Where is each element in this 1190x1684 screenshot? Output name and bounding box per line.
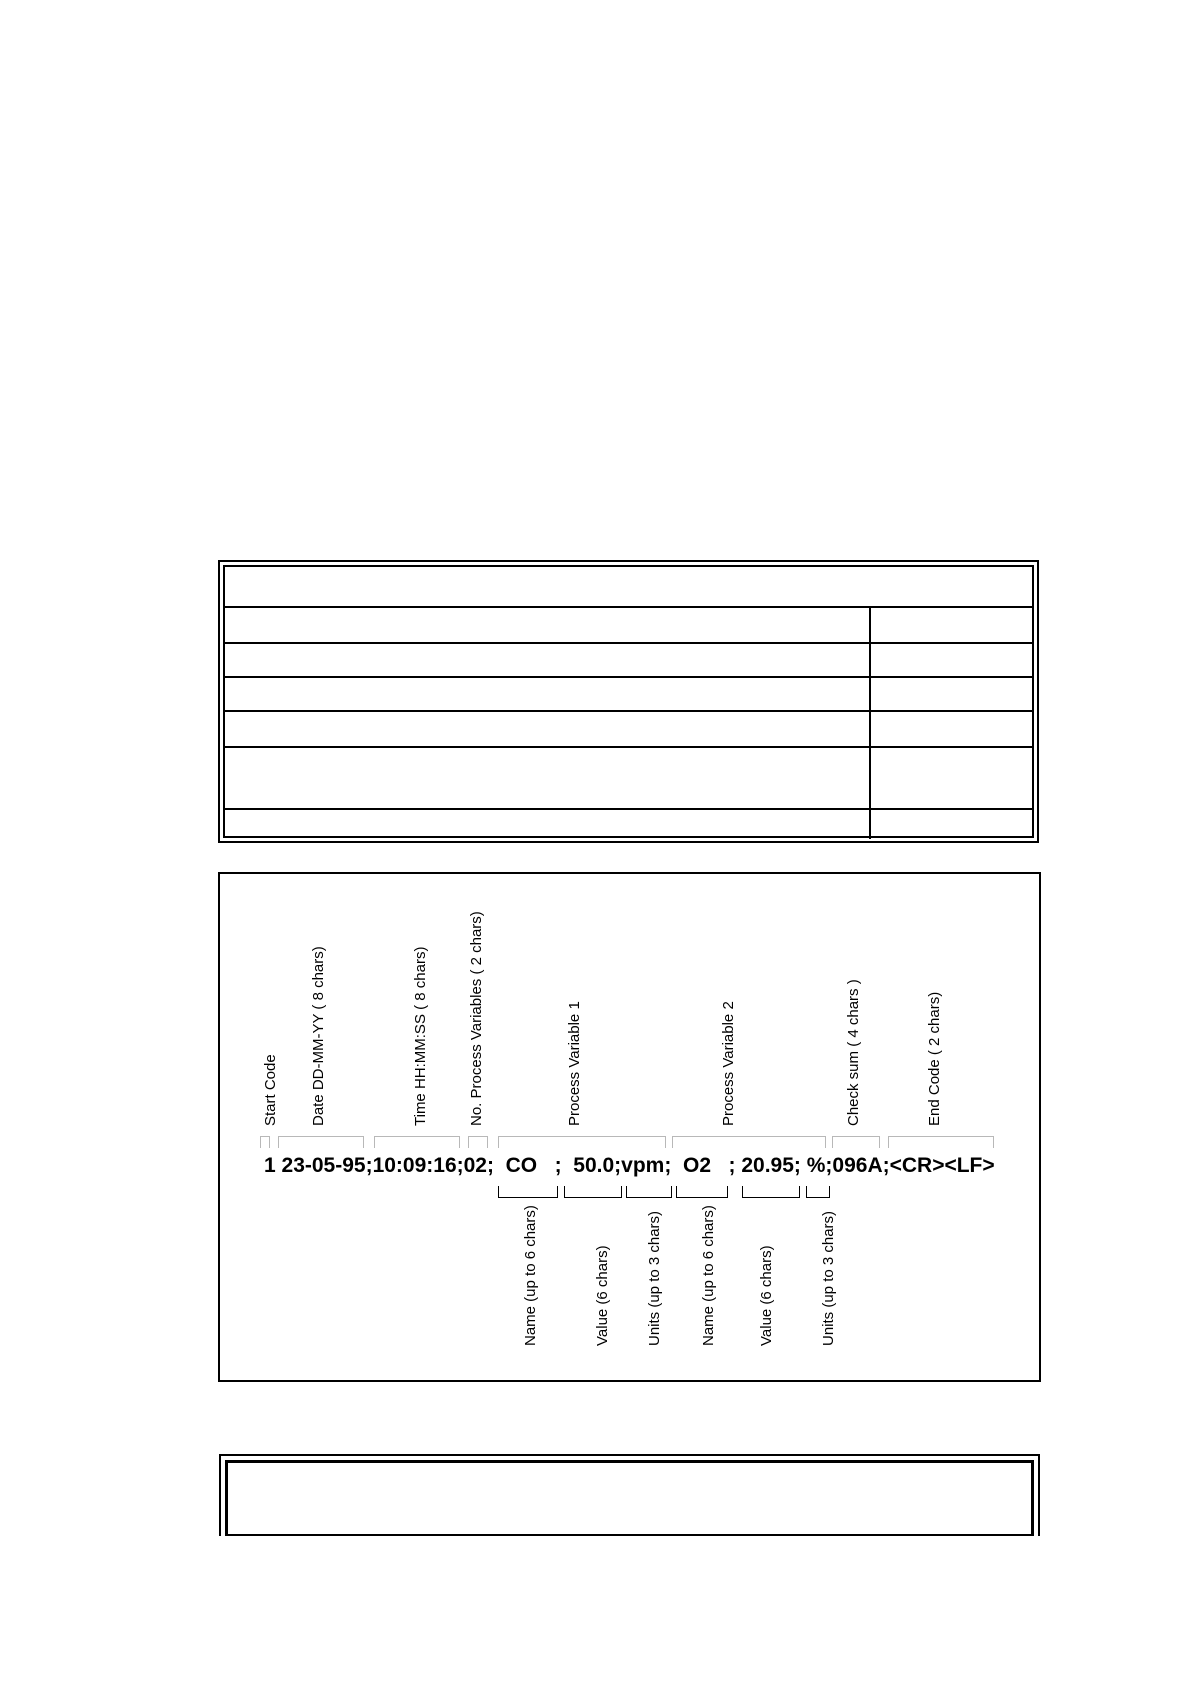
bracket-pv1-units: [626, 1186, 672, 1198]
table-row: [225, 642, 1032, 644]
label-pv2-name: Name (up to 6 chars): [700, 1205, 717, 1346]
table-row: [225, 606, 1032, 608]
protocol-diagram: [218, 872, 1041, 1382]
bracket-date: [278, 1136, 364, 1148]
label-pv1-units: Units (up to 3 chars): [646, 1210, 663, 1346]
bracket-process-var-1: [498, 1136, 666, 1148]
bracket-time: [374, 1136, 460, 1148]
table-row: [225, 808, 1032, 810]
label-time: Time HH:MM:SS ( 8 chars): [412, 946, 429, 1126]
bracket-pv2-units: [806, 1186, 830, 1198]
table-row: [225, 710, 1032, 712]
bracket-process-var-2: [672, 1136, 826, 1148]
label-start-code: Start Code: [262, 1054, 279, 1126]
bracket-pv1-value: [564, 1186, 622, 1198]
label-pv1-value: Value (6 chars): [594, 1245, 611, 1346]
label-process-var-2: Process Variable 2: [720, 1001, 737, 1126]
bracket-end-code: [888, 1136, 994, 1148]
bottom-box: [219, 1454, 1040, 1536]
bracket-num-process-vars: [468, 1136, 488, 1148]
summary-table: [218, 560, 1039, 843]
table-column-divider: [869, 606, 871, 839]
label-num-process-vars: No. Process Variables ( 2 chars): [468, 911, 485, 1126]
bracket-start-code: [260, 1136, 270, 1148]
label-pv2-value: Value (6 chars): [758, 1245, 775, 1346]
label-pv2-units: Units (up to 3 chars): [820, 1210, 837, 1346]
label-date: Date DD-MM-YY ( 8 chars): [310, 946, 327, 1126]
label-checksum: Check sum ( 4 chars ): [845, 979, 862, 1126]
label-pv1-name: Name (up to 6 chars): [522, 1205, 539, 1346]
table-row: [225, 676, 1032, 678]
example-data-string: 1 23-05-95;10:09:16;02; CO ; 50.0;vpm; O2 ; 20.95; %;096A;<CR><LF>: [264, 1154, 995, 1177]
table-row: [225, 746, 1032, 748]
label-end-code: End Code ( 2 chars): [926, 991, 943, 1126]
bracket-pv1-name: [498, 1186, 558, 1198]
bracket-checksum: [832, 1136, 880, 1148]
label-process-var-1: Process Variable 1: [566, 1001, 583, 1126]
bracket-pv2-value: [742, 1186, 800, 1198]
bracket-pv2-name: [676, 1186, 728, 1198]
